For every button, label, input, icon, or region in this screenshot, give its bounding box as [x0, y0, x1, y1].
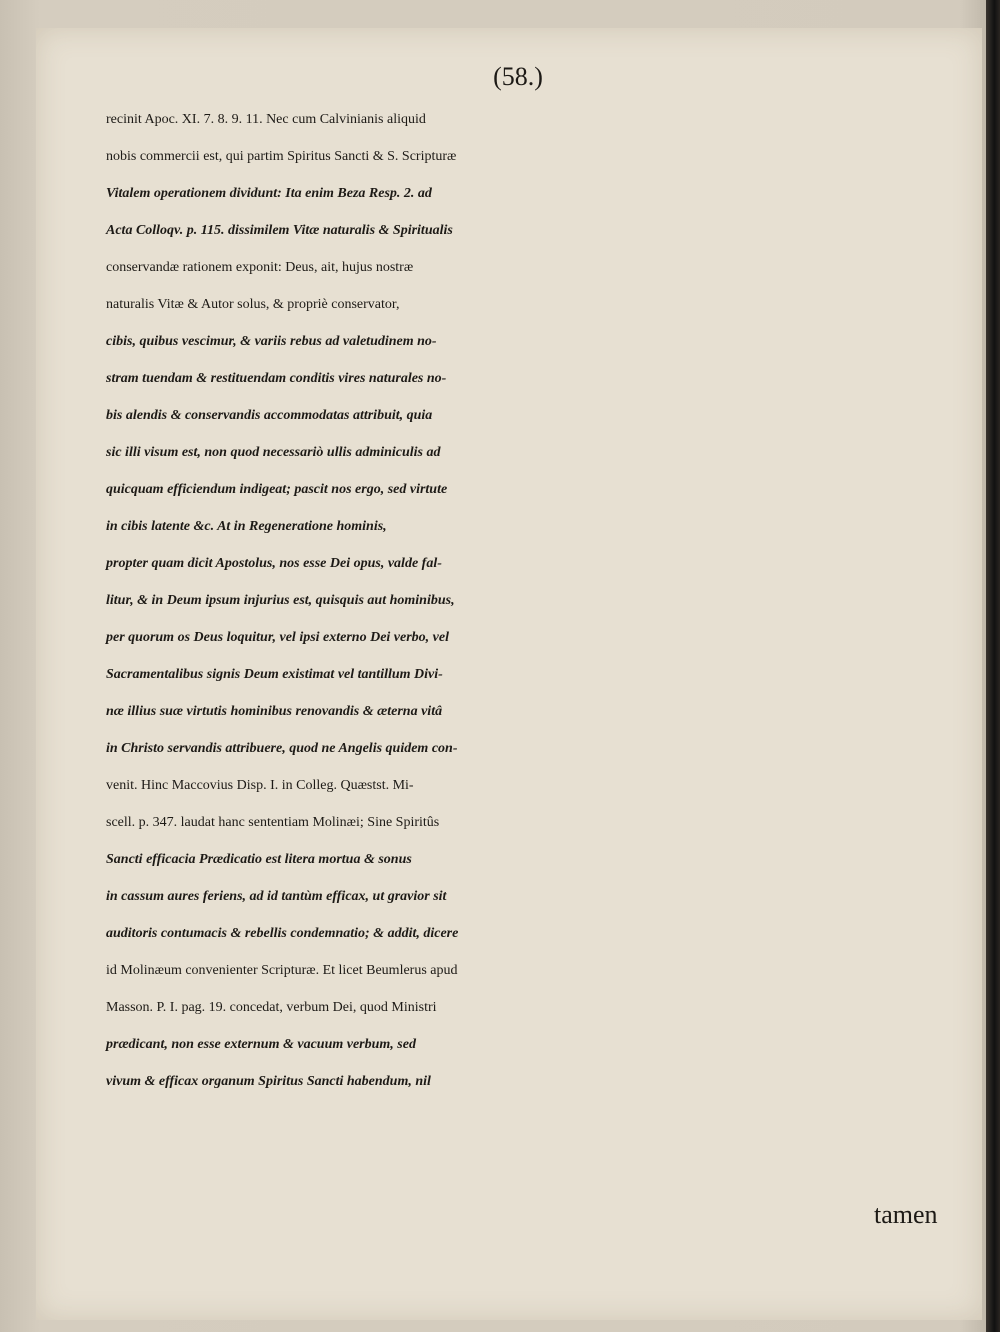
text-line: Sacramentalibus signis Deum existimat vel tantillum Divi-: [106, 667, 443, 682]
text-line: auditoris contumacis & rebellis condemnatio; & addit, dicere: [106, 926, 459, 941]
text-line: in cassum aures feriens, ad id tantùm efficax, ut gravior sit: [106, 889, 447, 904]
text-line: cibis, quibus vescimur, & variis rebus ad valetudinem no-: [106, 334, 437, 349]
body-text: [106, 101, 986, 1100]
text-line: stram tuendam & restituendam conditis vires naturales no-: [106, 371, 447, 386]
text-line: litur, & in Deum ipsum injurius est, quisquis aut hominibus,: [106, 593, 455, 608]
text-line: id Molinæum convenienter Scripturæ. Et licet Beumlerus apud: [106, 963, 458, 978]
text-line: per quorum os Deus loquitur, vel ipsi externo Dei verbo, vel: [106, 630, 449, 645]
text-line: in cibis latente &c. At in Regeneratione hominis,: [106, 519, 387, 534]
text-line: næ illius suæ virtutis hominibus renovandis & æterna vitâ: [106, 704, 443, 719]
text-line: scell. p. 347. laudat hanc sententiam Molinæi; Sine Spiritûs: [106, 815, 440, 830]
text-line: propter quam dicit Apostolus, nos esse Dei opus, valde fal-: [106, 556, 442, 571]
text-line: Acta Colloqv. p. 115. dissimilem Vitæ naturalis & Spiritualis: [106, 223, 453, 238]
book-spine-shadow: [986, 0, 1000, 1332]
text-line: in Christo servandis attribuere, quod ne Angelis quidem con-: [106, 741, 458, 756]
text-line: Vitalem operationem dividunt: Ita enim Beza Resp. 2. ad: [106, 186, 432, 201]
text-line: recinit Apoc. XI. 7. 8. 9. 11. Nec cum Calvinianis aliquid: [106, 112, 426, 127]
text-line: quicquam efficiendum indigeat; pascit nos ergo, sed virtute: [106, 482, 448, 497]
text-line: Sancti efficacia Prædicatio est litera mortua & sonus: [106, 852, 412, 867]
text-line: vivum & efficax organum Spiritus Sancti habendum, nil: [106, 1074, 431, 1089]
text-line: venit. Hinc Maccovius Disp. I. in Colleg. Quæstst. Mi-: [106, 778, 414, 793]
page-number: (58.): [493, 62, 543, 91]
text-line: nobis commercii est, qui partim Spiritus Sancti & S. Scripturæ: [106, 149, 457, 164]
text-line: prædicant, non esse externum & vacuum verbum, sed: [106, 1037, 416, 1052]
text-line: bis alendis & conservandis accommodatas attribuit, quia: [106, 408, 433, 423]
text-line: sic illi visum est, non quod necessariò ullis adminiculis ad: [106, 445, 441, 460]
text-line: conservandæ rationem exponit: Deus, ait, hujus nostræ: [106, 260, 414, 275]
catchword: tamen: [874, 1200, 938, 1229]
text-line: Masson. P. I. pag. 19. concedat, verbum Dei, quod Ministri: [106, 1000, 437, 1015]
text-line: naturalis Vitæ & Autor solus, & propriè conservator,: [106, 297, 400, 312]
